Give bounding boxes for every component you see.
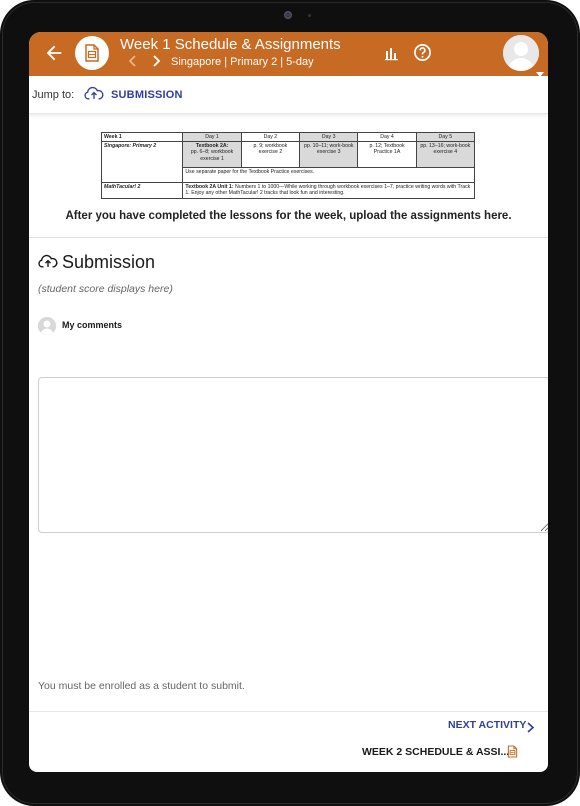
- cloud-upload-icon[interactable]: [84, 85, 104, 101]
- day-header: Day 5: [416, 133, 474, 142]
- day-header: Day 3: [300, 133, 358, 142]
- table-cell: [300, 142, 358, 168]
- cell-title: Textbook 2A:: [195, 143, 229, 150]
- assignment-icon: [507, 745, 518, 758]
- jump-label: Jump to:: [32, 89, 75, 101]
- table-corner-cell: Week 1: [102, 133, 183, 142]
- cell-text: p. 9; workbook exercise 2: [253, 143, 288, 156]
- day-header: Day 1: [183, 133, 241, 142]
- schedule-table: [101, 132, 475, 199]
- jump-link-submission[interactable]: SUBMISSION: [111, 89, 183, 101]
- comment-textarea[interactable]: [38, 377, 548, 533]
- table-cell: [416, 142, 474, 168]
- cloud-upload-icon: [38, 253, 58, 269]
- score-note: (student score displays here): [38, 283, 173, 295]
- cell-text: Numbers 1 to 1000—While working through workbook exercises 1–7, practice writing words with Track 1. Enjoy any other MathTacular! 2 tracks that look fun and interesting.: [185, 184, 471, 197]
- day-header: Day 2: [241, 133, 299, 142]
- submission-heading: Submission: [62, 252, 156, 272]
- divider: [29, 237, 548, 238]
- divider: [29, 711, 548, 712]
- bar-chart-icon[interactable]: [384, 45, 400, 61]
- arrow-left-icon[interactable]: [43, 42, 65, 64]
- cell-text: pp. 6–8; workbook exercise 1: [190, 149, 234, 162]
- camera-icon: [284, 11, 292, 19]
- app-header: [29, 32, 548, 76]
- my-comments-label: My comments: [62, 320, 123, 330]
- row-label: Singapore: Primary 2: [102, 142, 183, 183]
- instruction-text: After you have completed the lessons for the week, upload the assignments here.: [65, 210, 512, 222]
- user-avatar-icon: [38, 317, 56, 335]
- table-row: [102, 142, 475, 168]
- activity-badge: [75, 36, 109, 70]
- page-title: Week 1 Schedule & Assignments: [120, 36, 341, 53]
- enroll-note: You must be enrolled as a student to submit.: [38, 680, 245, 692]
- next-activity-title[interactable]: WEEK 2 SCHEDULE & ASSI...: [362, 746, 510, 758]
- cell-title: Textbook 2A Unit 1:: [185, 184, 234, 191]
- table-header-row: [102, 133, 475, 142]
- app-screen: [29, 32, 548, 772]
- jump-bar: [29, 76, 548, 114]
- table-row: [102, 183, 475, 198]
- table-cell: [358, 142, 416, 168]
- chevron-left-icon[interactable]: [127, 54, 139, 68]
- chevron-right-icon[interactable]: [526, 720, 535, 731]
- cell-text: p. 12; Textbook Practice 1A: [369, 143, 405, 156]
- row-label: MathTacular! 2: [102, 183, 183, 198]
- day-header: Day 4: [358, 133, 416, 142]
- assignment-icon: [84, 44, 100, 62]
- cell-text: pp. 13–16; work-book exercise 4: [420, 143, 471, 156]
- table-cell: [241, 142, 299, 168]
- chevron-right-icon[interactable]: [150, 54, 162, 68]
- cell-text: pp. 10–11; work-book exercise 3: [303, 143, 354, 156]
- user-avatar-icon[interactable]: [503, 35, 539, 71]
- table-cell: [183, 142, 241, 168]
- table-note: Use separate paper for the Textbook Practice exercises.: [183, 168, 475, 183]
- next-activity-button[interactable]: NEXT ACTIVITY: [448, 719, 527, 731]
- sensor-dot: [308, 14, 311, 17]
- caret-down-icon[interactable]: [536, 64, 544, 69]
- page-subtitle: Singapore | Primary 2 | 5-day: [171, 56, 314, 68]
- table-cell: [183, 183, 475, 198]
- help-circle-icon[interactable]: [413, 43, 432, 62]
